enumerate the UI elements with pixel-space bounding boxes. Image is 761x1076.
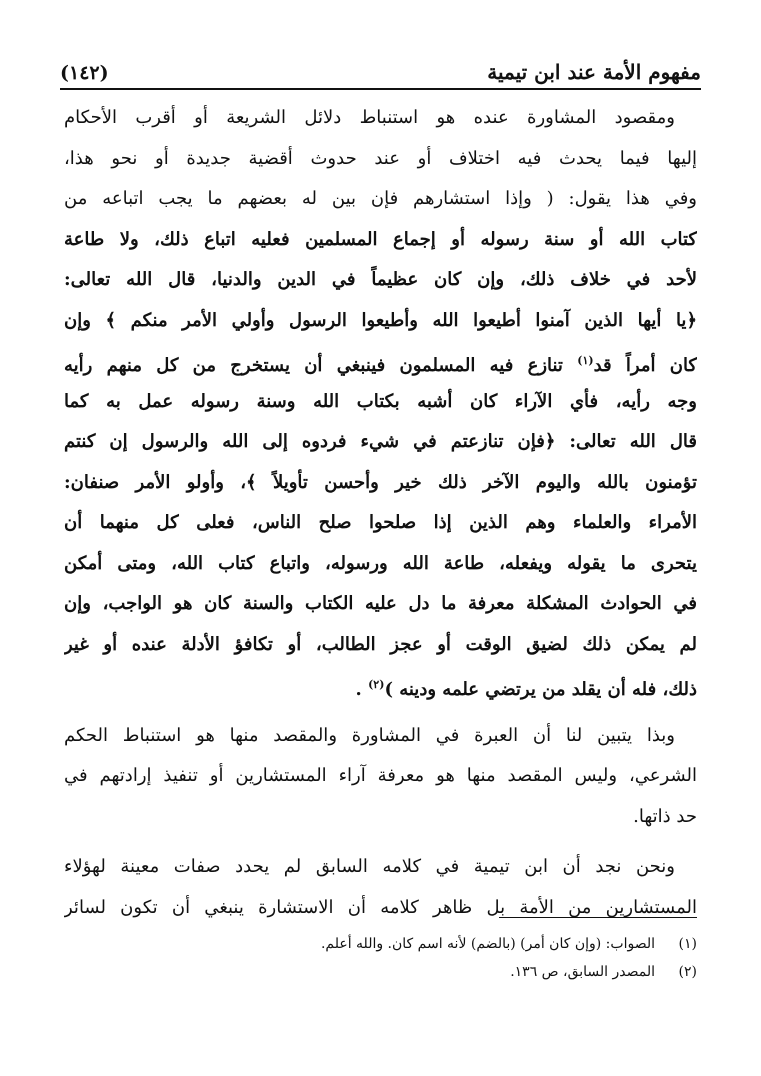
quote-line: الأمراء والعلماء وهم الذين إذا صلحوا صلح الناس، فعلى كل منهما أن	[64, 512, 697, 533]
quote-line: وجه رأيه، فأي الآراء كان أشبه بكتاب الله وسنة رسوله عمل به كما	[64, 390, 697, 412]
text-line: ونحن نجد أن ابن تيمية في كلامه السابق لم يحدد صفات معينة لهؤلاء	[64, 856, 675, 877]
text-line: إليها فيما يحدث فيه اختلاف أو عند حدوث أقضية جديدة أو نحو هذا،	[64, 147, 697, 169]
text-line: المستشارين من الأمة بل ظاهر كلامه أن الاستشارة ينبغي أن تكون لسائر	[64, 896, 697, 918]
footnote	[64, 930, 697, 958]
running-title: مفهوم الأمة عند ابن تيمية	[487, 60, 701, 84]
main-text	[64, 98, 697, 928]
quote-line: ذلك، فله أن يقلد من يرتضي علمه ودينه )$^{(٢)}$ .	[355, 678, 697, 700]
quote-line: يتحرى ما يقوله ويفعله، طاعة الله ورسوله، واتباع كتاب الله، ومتى أمكن	[64, 552, 697, 574]
footnote-text: المصدر السابق، ص ١٣٦.	[510, 964, 655, 980]
text-line: وفي هذا يقول: ( وإذا استشارهم فإن بين له بعضهم ما يجب اتباعه من	[64, 188, 697, 209]
quote-line: لم يمكن ذلك لضيق الوقت أو عجز الطالب، أو تكافؤ الأدلة عنده أو غير	[64, 633, 697, 655]
quote-line: في الحوادث المشكلة معرفة ما دل عليه الكتاب والسنة كان هو الواجب، وإن	[64, 593, 697, 614]
text-line: ومقصود المشاورة عنده هو استنباط دلائل الشريعة أو أقرب الأحكام	[64, 107, 675, 128]
footnote-reference: (٢)	[368, 678, 385, 691]
page-header	[60, 48, 701, 84]
footnote	[64, 958, 697, 986]
footnote-reference: (١)	[577, 354, 594, 367]
quran-verse-line: قال الله تعالى: ﴿فإن تنازعتم في شيء فردوه إلى الله والرسول إن كنتم	[64, 431, 697, 452]
header-rule	[60, 88, 701, 90]
footnote-rule	[499, 917, 697, 918]
footnote-text: الصواب: (وإن كان أمر) (بالضم) لأنه اسم كان. والله أعلم.	[320, 936, 655, 952]
text-line: الشرعي، وليس المقصد منها هو معرفة آراء المستشارين أو تنفيذ إرادتهم في	[64, 765, 697, 786]
page-number: (١٤٢)	[60, 62, 109, 84]
quran-verse-line: تؤمنون بالله واليوم الآخر ذلك خير وأحسن تأويلاً ﴾، وأولو الأمر صنفان:	[64, 471, 697, 493]
text-line: حد ذاتها.	[633, 805, 697, 827]
quote-line: لأحد في خلاف ذلك، وإن كان عظيماً في الدين والدنيا، قال الله تعالى:	[64, 269, 697, 290]
quote-line: كان أمراً قد$^{(١)}$ تنازع فيه المسلمون فينبغي أن يستخرج من كل منهم رأيه	[64, 354, 697, 376]
text-line: وبذا يتبين لنا أن العبرة في المشاورة والمقصد منها هو استنباط الحكم	[64, 724, 675, 746]
footnote-mark: (٢)	[678, 964, 697, 980]
footnote-mark: (١)	[678, 936, 697, 952]
footnotes	[64, 930, 697, 986]
quote-line: كتاب الله أو سنة رسوله أو إجماع المسلمين فعليه اتباع ذلك، ولا طاعة	[64, 228, 697, 250]
quran-verse-line: ﴿يا أيها الذين آمنوا أطيعوا الله وأطيعوا الرسول وأولي الأمر منكم ﴾ وإن	[64, 309, 697, 331]
